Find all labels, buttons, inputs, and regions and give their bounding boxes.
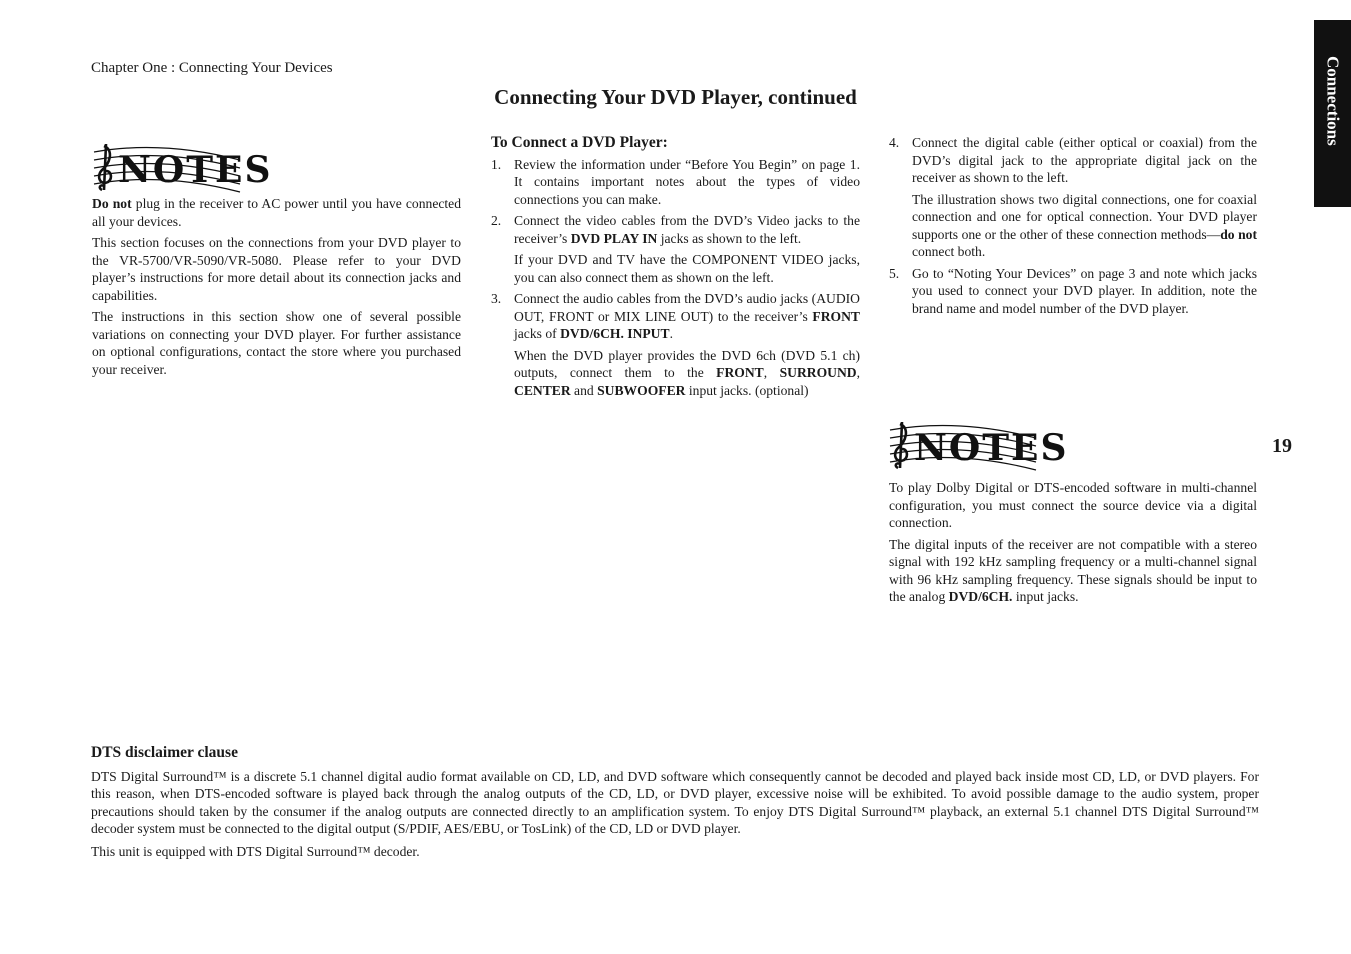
- notes-logo-text: NOTES: [914, 427, 1069, 469]
- ac-power-note: Do not plug in the receiver to AC power until you have connected all your devices.: [92, 196, 461, 229]
- instructions-column-right: [889, 134, 1257, 321]
- sampling-frequency-note: The digital inputs of the receiver are not compatible with a stereo signal with 192 kHz sampling frequency or a multi-channel signal with 96 kHz sampling frequency. These signals should be input to the analog DVD/6CH. input jacks.: [889, 536, 1257, 604]
- dts-disclaimer: [91, 744, 1259, 865]
- notes-column-left: [92, 195, 461, 382]
- instructions-column: [491, 134, 860, 403]
- section-tab: [1314, 20, 1351, 207]
- step-3-note: When the DVD player provides the DVD 6ch (DVD 5.1 ch) outputs, connect them to the FRONT, SURROUND, CENTER and SUBWOOFER input jacks. (optional): [514, 347, 861, 398]
- step-3: 3. Connect the audio cables from the DVD’s audio jacks (AUDIO OUT, FRONT or MIX LINE OUT) to the receiver’s FRONT jacks of DVD/6CH. INPUT.: [491, 291, 860, 341]
- digital-connection-note: To play Dolby Digital or DTS-encoded software in multi-channel configuration, you must connect the source device via a digital connection.: [889, 480, 1257, 530]
- page-title: Connecting Your DVD Player, continued: [494, 85, 857, 109]
- step-4-note: The illustration shows two digital connections, one for coaxial connection and one for optical connection. Your DVD player supports one or the other of these connection methods—do not connect both.: [912, 191, 1257, 259]
- notes-logo: [92, 138, 273, 196]
- step-2-note: If your DVD and TV have the COMPONENT VIDEO jacks, you can also connect them as shown on the left.: [514, 252, 860, 285]
- step-2: 2. Connect the video cables from the DVD’s Video jacks to the receiver’s DVD PLAY IN jacks as shown to the left.: [491, 213, 860, 246]
- chapter-header: Chapter One : Connecting Your Devices: [91, 60, 333, 76]
- notes-column-right: [889, 479, 1257, 610]
- notes-logo: [888, 416, 1069, 474]
- dts-disclaimer-body: DTS Digital Surround™ is a discrete 5.1 channel digital audio format available on CD, LD, and DVD software which consequently cannot be decoded and played back inside most CD, LD, or DVD players. For this reason, when DTS-encoded software is played back through the analog outputs of the CD, LD, or DVD player, excessive noise will be exhibited. To avoid possible damage to the audio system, proper precautions should taken by the consumer if the analog outputs are connected directly to an amplification system. To enjoy DTS Digital Surround™ playback, an external 5.1 channel DTS Digital Surround™ decoder system must be connected to the digital output (S/PDIF, AES/EBU, or TosLink) of the CD, LD or DVD player.: [91, 768, 1259, 836]
- step-1: 1. Review the information under “Before You Begin” on page 1. It contains important notes about the types of video connections you can make.: [491, 156, 860, 207]
- section-tab-label: Connections: [1323, 56, 1343, 146]
- step-4: 4. Connect the digital cable (either optical or coaxial) from the DVD’s digital jack to the appropriate digital jack on the receiver as shown to the left.: [889, 135, 1257, 185]
- dts-decoder-note: This unit is equipped with DTS Digital Surround™ decoder.: [91, 843, 420, 859]
- instructions-heading: To Connect a DVD Player:: [491, 134, 668, 151]
- step-5: 5. Go to “Noting Your Devices” on page 3 and note which jacks you used to connect your DVD player. In addition, note the brand name and model number of the DVD player.: [889, 265, 1257, 316]
- notes-logo-text: NOTES: [118, 149, 273, 191]
- dts-heading: DTS disclaimer clause: [91, 744, 238, 761]
- section-intro: This section focuses on the connections from your DVD player to the VR-5700/VR-5090/VR-5080. Please refer to your DVD player’s instructions for more detail about its connection jacks and capabilities.: [92, 235, 461, 303]
- page-number: 19: [1272, 435, 1292, 457]
- variation-note: The instructions in this section show one of several possible variations on connecting your DVD player. For further assistance on optional configurations, contact the store where you purchased your receiver.: [92, 309, 461, 377]
